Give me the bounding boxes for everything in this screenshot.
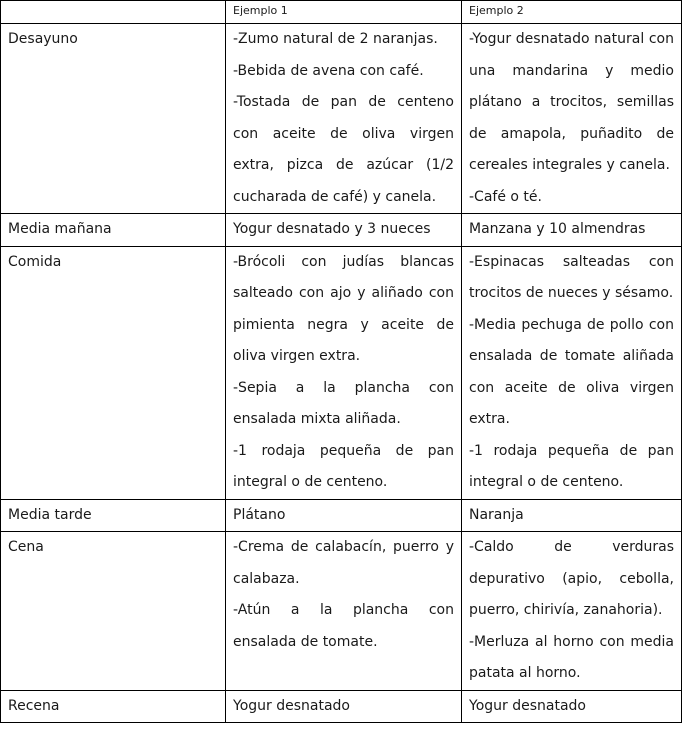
- list-item: -Merluza al horno con media patata al horno.: [469, 633, 674, 681]
- list-item: -Bebida de avena con café.: [233, 62, 424, 79]
- list-item: -Caldo de verduras depurativo (apio, cebolla, puerro, chirivía, zanahoria).: [469, 539, 674, 618]
- ejemplo-1-cell: [226, 246, 462, 499]
- list-item: Yogur desnatado: [469, 697, 586, 714]
- ejemplo-1-cell: [226, 24, 462, 214]
- ejemplo-2-cell: [462, 246, 682, 499]
- meal-name: Recena: [1, 690, 226, 723]
- table-row: [1, 690, 682, 723]
- meal-name: Comida: [1, 246, 226, 499]
- list-item: -Media pechuga de pollo con ensalada de tomate aliñada con aceite de oliva virgen extra.: [469, 316, 674, 427]
- meal-name: Media tarde: [1, 499, 226, 532]
- list-item: -Crema de calabacín, puerro y calabaza.: [233, 539, 454, 587]
- ejemplo-2-cell: [462, 532, 682, 691]
- list-item: -Café o té.: [469, 188, 542, 205]
- ejemplo-1-cell: [226, 499, 462, 532]
- list-item: -1 rodaja pequeña de pan integral o de centeno.: [233, 442, 454, 490]
- list-item: -Espinacas salteadas con trocitos de nueces y sésamo.: [469, 253, 674, 301]
- table-row: [1, 532, 682, 691]
- ejemplo-1-cell: [226, 690, 462, 723]
- list-item: Manzana y 10 almendras: [469, 221, 646, 237]
- list-item: Yogur desnatado: [233, 697, 350, 714]
- list-item: Yogur desnatado y 3 nueces: [233, 221, 431, 237]
- meal-name: Media mañana: [1, 214, 226, 247]
- ejemplo-2-cell: [462, 24, 682, 214]
- table-row: [1, 214, 682, 247]
- table-row: [1, 24, 682, 214]
- header-ejemplo-1: Ejemplo 1: [226, 1, 462, 24]
- meal-name: Cena: [1, 532, 226, 691]
- list-item: -Sepia a la plancha con ensalada mixta aliñada.: [233, 379, 454, 427]
- header-meal: [1, 1, 226, 24]
- ejemplo-1-cell: [226, 214, 462, 247]
- list-item: -Yogur desnatado natural con una mandarina y medio plátano a trocitos, semillas de amapola, puñadito de cereales integrales y canela.: [469, 31, 674, 173]
- table-row: [1, 499, 682, 532]
- ejemplo-2-cell: [462, 499, 682, 532]
- ejemplo-2-cell: [462, 690, 682, 723]
- ejemplo-1-cell: [226, 532, 462, 691]
- meal-name: Desayuno: [1, 24, 226, 214]
- header-row: [1, 1, 682, 24]
- list-item: -Brócoli con judías blancas salteado con ajo y aliñado con pimienta negra y aceite de oliva virgen extra.: [233, 253, 454, 364]
- list-item: -Zumo natural de 2 naranjas.: [233, 31, 438, 47]
- list-item: Naranja: [469, 506, 524, 523]
- list-item: -1 rodaja pequeña de pan integral o de centeno.: [469, 442, 674, 490]
- ejemplo-2-cell: [462, 214, 682, 247]
- table-row: [1, 246, 682, 499]
- header-ejemplo-2: Ejemplo 2: [462, 1, 682, 24]
- list-item: Plátano: [233, 506, 286, 523]
- list-item: -Tostada de pan de centeno con aceite de oliva virgen extra, pizca de azúcar (1/2 cucharada de café) y canela.: [233, 94, 454, 205]
- list-item: -Atún a la plancha con ensalada de tomate.: [233, 602, 454, 650]
